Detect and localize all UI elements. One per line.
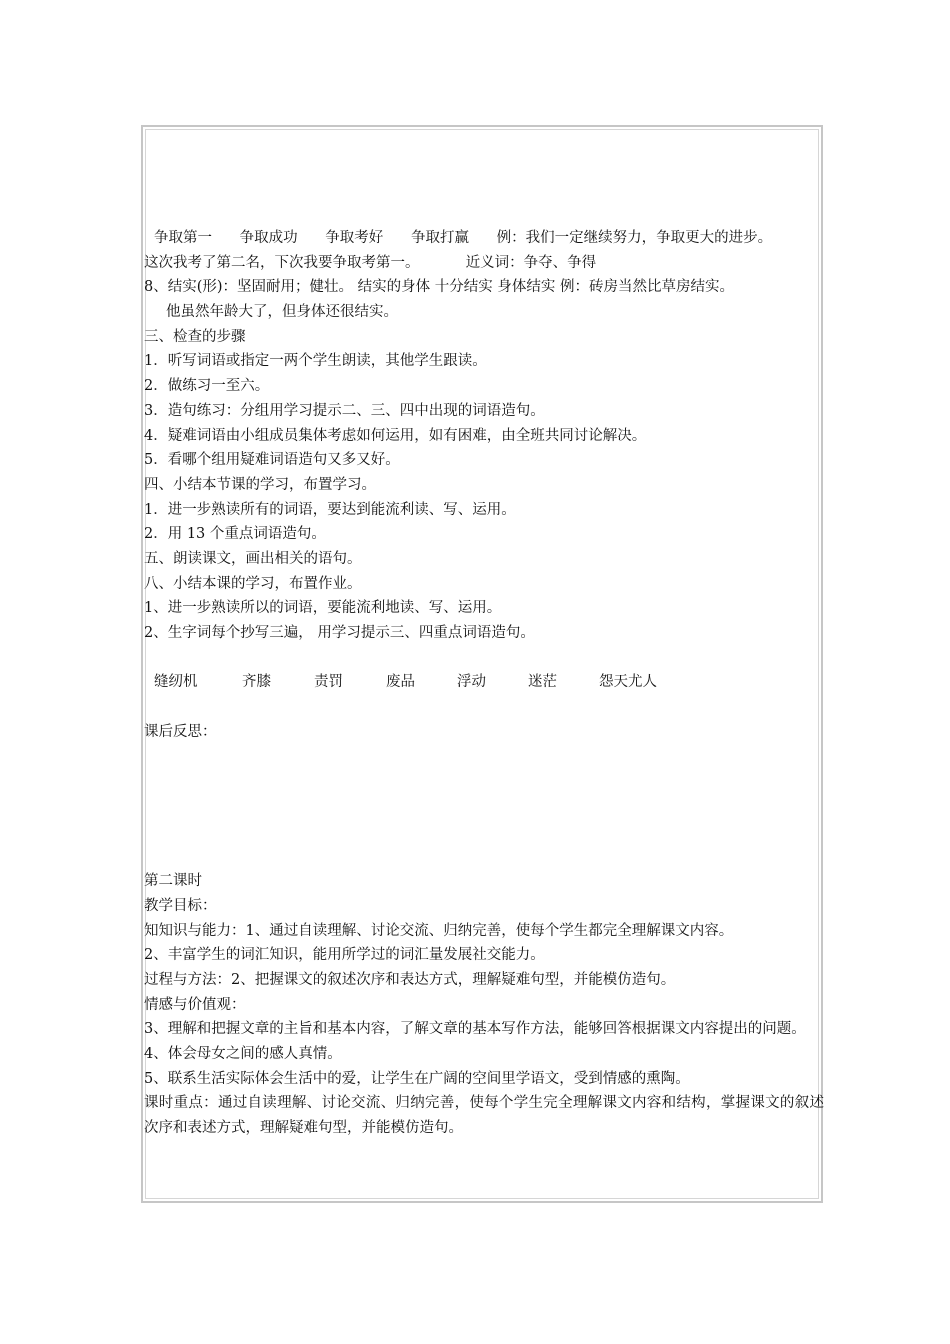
text-line: 5．看哪个组用疑难词语造句又多又好。 [144,452,400,469]
board-row [144,646,824,671]
text-line: 1．进一步熟读所有的词语，要达到能流利读、写、运用。 [144,501,516,518]
text-line: 这次我考了第二名，下次我要争取考第一。 近义词：争夺、争得 [144,254,597,271]
text-line: 3．造句练习：分组用学习提示二、三、四中出现的词语造句。 [144,402,545,419]
section-heading: 五、朗读课文，画出相关的语句。 [144,550,362,567]
text-line: 过程与方法：2、把握课文的叙述次序和表达方式，理解疑难句型，并能模仿造句。 [144,971,676,988]
lesson-heading: 第二课时 [144,873,202,890]
text-line: 知知识与能力：1、通过自读理解、讨论交流、归纳完善，使每个学生都完全理解课文内容。 [144,922,734,939]
board-word: 迷茫 [528,674,557,691]
text-line: 他虽然年龄大了，但身体还很结实。 [166,304,398,321]
board-word: 齐膝 [242,674,271,691]
section-heading: 三、检查的步骤 [144,328,246,345]
reflection-space [144,744,824,818]
board-word: 怨天尤人 [599,674,657,691]
text-line: 情感与价值观： [144,996,246,1013]
text-line: 2、生字词每个抄写三遍， 用学习提示三、四重点词语造句。 [144,625,535,642]
text-line: 2、丰富学生的词汇知识，能用所学过的词汇量发展社交能力。 [144,947,545,964]
document-body [144,226,824,1141]
board-word: 浮动 [457,674,486,691]
reflection-label: 课后反思： [144,723,217,740]
blank-line [144,818,824,844]
text-line: 1、进一步熟读所以的词语，要能流利地读、写、运用。 [144,600,502,617]
text-paragraph: 8、结实(形)：坚固耐用；健壮。 结实的身体 十分结实 身体结实 例：砖房当然比草房结实。 [144,279,734,296]
text-line: 1．听写词语或指定一两个学生朗读，其他学生跟读。 [144,353,487,370]
text-paragraph: 3、理解和把握文章的主旨和基本内容，了解文章的基本写作方法，能够回答根据课文内容提出的问题。 [144,1021,806,1038]
board-word: 缝纫机 [154,674,198,691]
board-word: 责罚 [314,674,343,691]
section-heading: 八、小结本课的学习，布置作业。 [144,575,362,592]
section-heading: 四、小结本节课的学习，布置学习。 [144,476,376,493]
objectives-heading: 教学目标： [144,897,217,914]
text-line: 4、体会母女之间的感人真情。 [144,1045,342,1062]
text-line: 2．做练习一至六。 [144,378,270,395]
text-line: 5、联系生活实际体会生活中的爱，让学生在广阔的空间里学语文，受到情感的熏陶。 [144,1070,690,1087]
time-row [144,844,824,869]
text-line: 4．疑难词语由小组成员集体考虑如何运用，如有困难，由全班共同讨论解决。 [144,427,647,444]
text-paragraph: 课时重点：通过自读理解、讨论交流、归纳完善，使每个学生完全理解课文内容和结构，掌握课文的叙述次序和表述方式，理解疑难句型，并能模仿造句。 [144,1095,824,1137]
blank-line [144,695,824,720]
text-line: 2．用 13 个重点词语造句。 [144,526,326,543]
board-word: 废品 [386,674,415,691]
text-line: 争取第一 争取成功 争取考好 争取打赢 例：我们一定继续努力，争取更大的进步。 [154,230,773,246]
board-words [144,670,824,695]
